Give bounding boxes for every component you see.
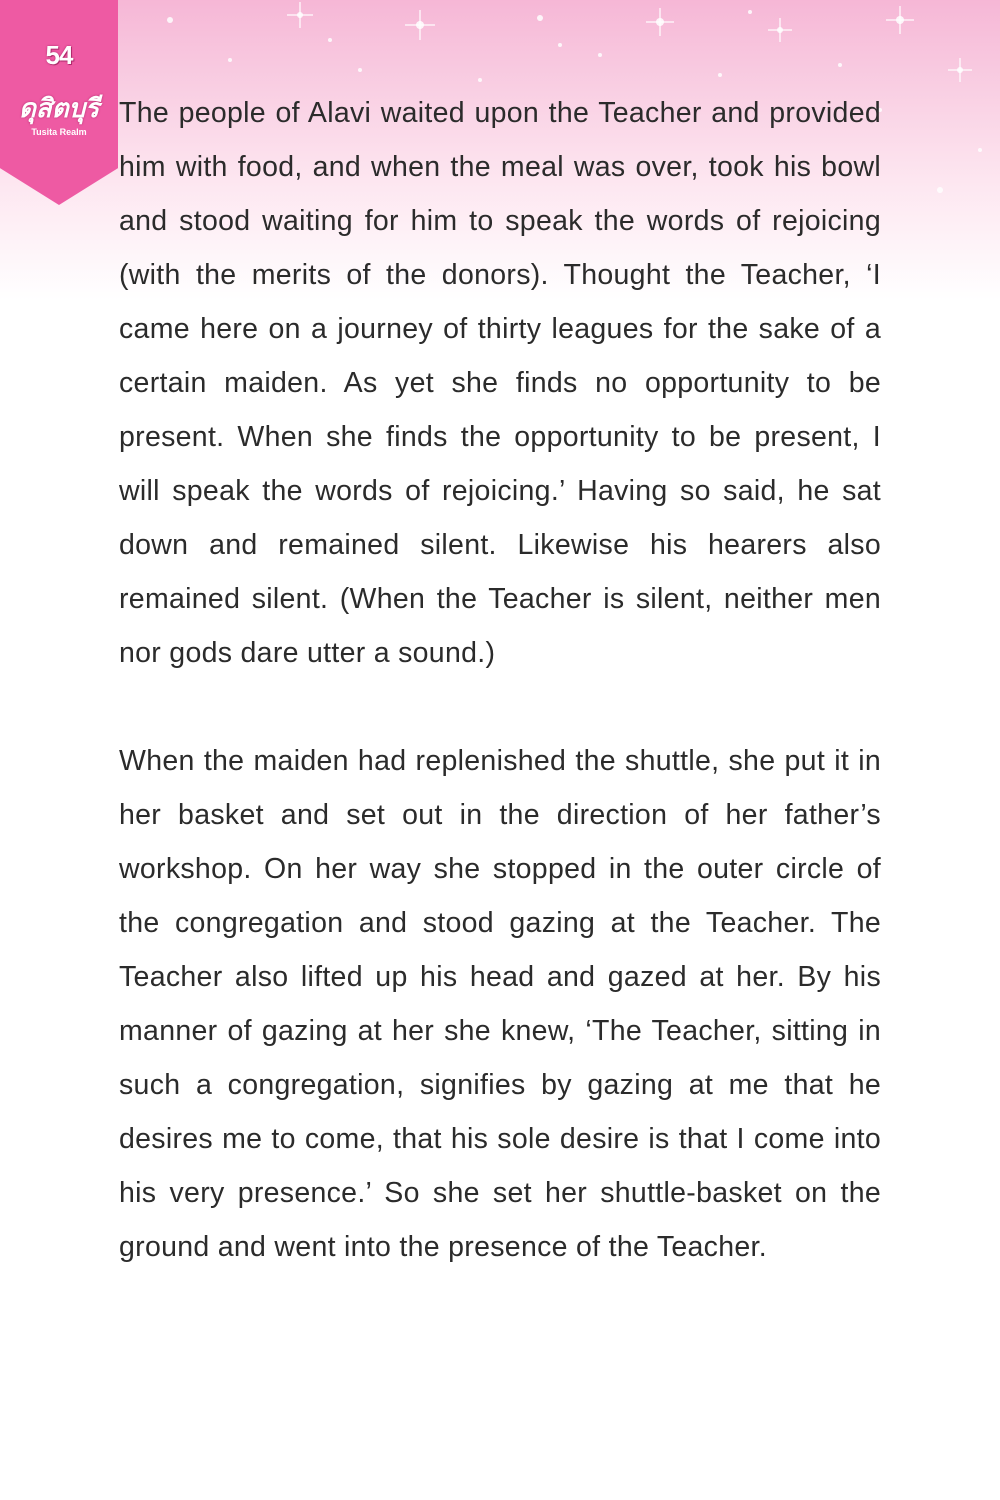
paragraph-1: The people of Alavi waited upon the Teacher and provided him with food, and when the meal was over, took his bowl and stood waiting for him to speak the words of rejoicing (with the merits of the donors). Thought the Teacher, ‘I came here on a journey of thirty leagues for the sake of a certain maiden. As yet she finds no opportunity to be present. When she finds the opportunity to be present, I will speak the words of rejoicing.’ Having so said, he sat down and remained silent. Likewise his hearers also remained silent. (When the Teacher is silent, neither men nor gods dare utter a sound.) [119, 97, 881, 669]
brand-logo: ดุสิตบุรี [18, 94, 100, 124]
paragraph-2: When the maiden had replenished the shuttle, she put it in her basket and set out in the direction of her father’s workshop. On her way she stopped in the outer circle of the congregation and stood gazing at the Teacher. The Teacher also lifted up his head and gazed at her. By his manner of gazing at her she knew, ‘The Teacher, sitting in such a congregation, signifies by gazing at me that he desires me to come, that his sole desire is that I come into his very presence.’ So she set her shuttle-basket on the ground and went into the presence of the Teacher. [119, 745, 881, 1263]
brand-subtitle: Tusita Realm [31, 127, 87, 137]
page-body [119, 86, 881, 1274]
page-number: 54 [45, 40, 73, 70]
